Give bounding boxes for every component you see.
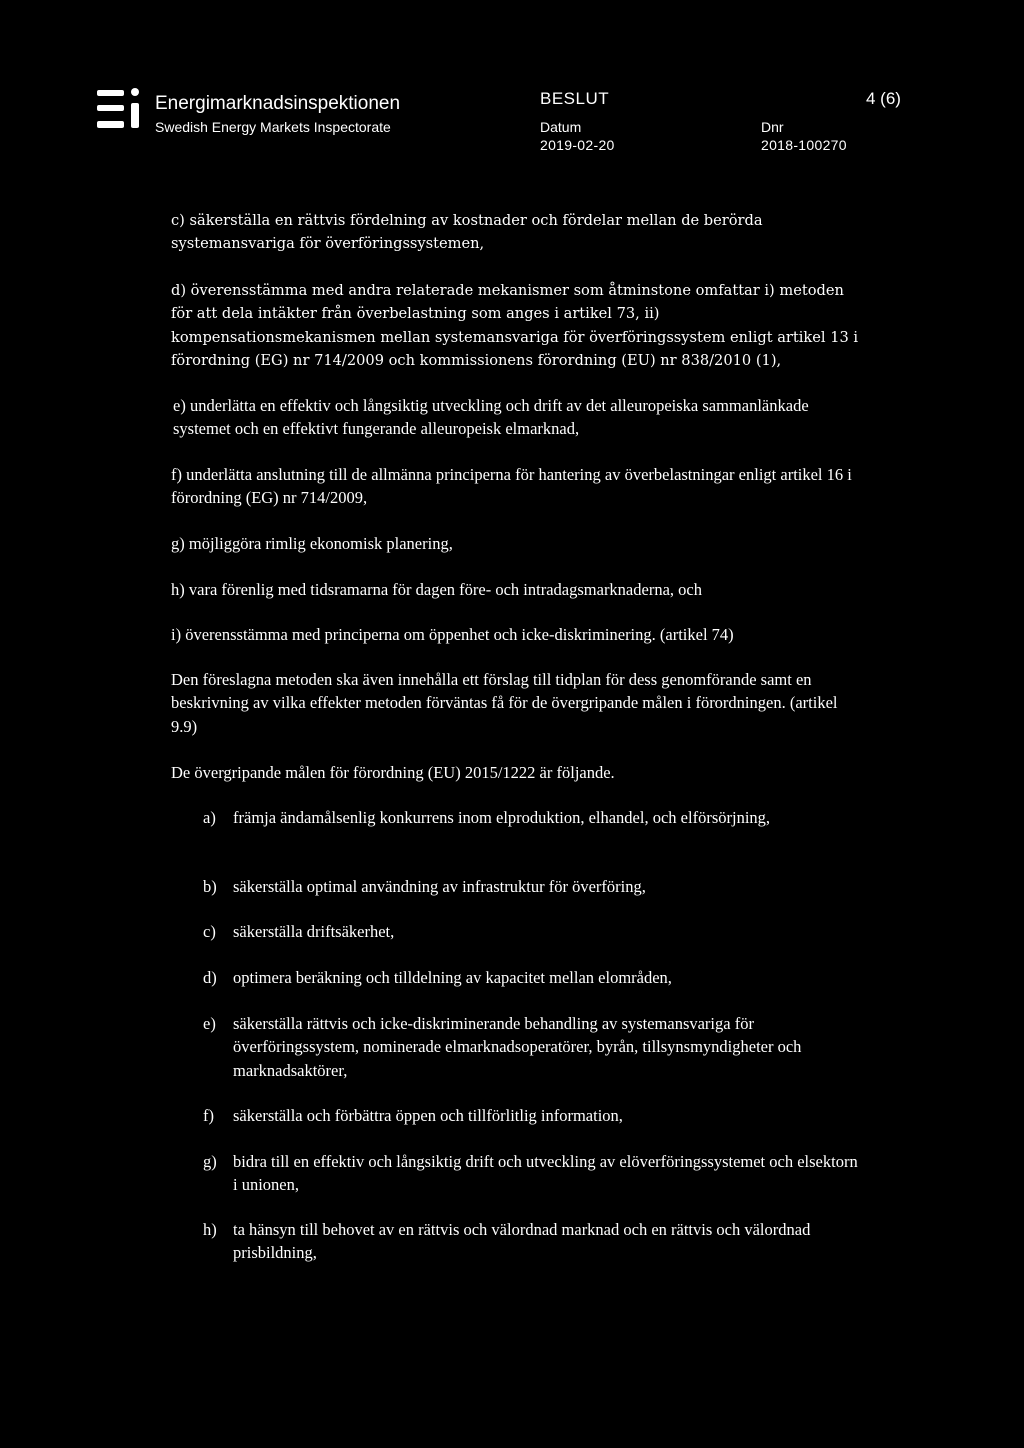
list-item-text: säkerställa och förbättra öppen och tillförlitlig information, (233, 1106, 623, 1125)
list-item-text: främja ändamålsenlig konkurrens inom elproduktion, elhandel, och elförsörjning, (233, 808, 771, 827)
list-item (203, 1012, 863, 1082)
logo-dot (131, 88, 139, 96)
dnr-value: 2018-100270 (761, 137, 847, 153)
list-item (203, 1104, 863, 1127)
list-item-text: optimera beräkning och tilldelning av kapacitet mellan elområden, (233, 968, 672, 987)
org-name: Energimarknadsinspektionen (155, 93, 401, 114)
list-item (203, 920, 863, 943)
paragraph-e: e) underlätta en effektiv och långsiktig utveckling och drift av det alleuropeiska sammanlänkade systemet och en effektivt fungerande alleuropeisk elmarknad, (173, 396, 809, 439)
paragraph-plan: Den föreslagna metoden ska även innehålla ett förslag till tidplan för dess genomförande samt en beskrivning av vilka effekter metoden förväntas få för de övergripande målen i förordningen. (artikel 9.9) (171, 670, 838, 736)
list-item-text: säkerställa optimal användning av infrastruktur för överföring, (233, 877, 646, 896)
list-marker: c) (203, 922, 216, 941)
logo-bar-top (97, 90, 124, 96)
paragraph-f: f) underlätta anslutning till de allmänna principerna för hantering av överbelastningar enligt artikel 16 i förordning (EG) nr 714/2009, (171, 465, 852, 508)
org-name-english: Swedish Energy Markets Inspectorate (155, 119, 391, 135)
list-marker: e) (203, 1014, 216, 1033)
list-item (203, 966, 863, 989)
logo-bar-middle (97, 105, 124, 111)
list-item (203, 875, 863, 898)
paragraph-d: d) överensstämma med andra relaterade mekanismer som åtminstone omfattar i) metoden för att dela intäkter från överbelastning som anges i artikel 73, ii) kompensationsmekanismen mellan systemansvariga för överföringssystem enligt artikel 13 i förordning (EG) nr 714/2009 och kommissionens förordning (EU) nr 838/2010 (1), (171, 282, 859, 369)
document-type: BESLUT (540, 89, 610, 108)
list-marker: a) (203, 808, 216, 827)
list-marker: h) (203, 1220, 217, 1239)
list-marker: b) (203, 877, 217, 896)
list-item-text: ta hänsyn till behovet av en rättvis och välordnad marknad och en rättvis och välordnad prisbildning, (233, 1220, 811, 1263)
paragraph-g: g) möjliggöra rimlig ekonomisk planering, (171, 534, 453, 553)
page-number: 4 (6) (866, 89, 901, 108)
org-block (155, 92, 400, 137)
list-item-text: säkerställa rättvis och icke-diskriminerande behandling av systemansvariga för överföringssystem, nominerade elmarknadsoperatörer, byrån, tillsynsmyndigheter och marknadsaktörer, (233, 1014, 802, 1080)
list-marker: f) (203, 1106, 214, 1125)
dnr-label: Dnr (761, 119, 784, 135)
list-marker: d) (203, 968, 217, 987)
paragraph-i: i) överensstämma med principerna om öppenhet och icke-diskriminering. (artikel 74) (171, 625, 734, 644)
date-value: 2019-02-20 (540, 137, 615, 153)
paragraph-c: c) säkerställa en rättvis fördelning av kostnader och fördelar mellan de berörda systemansvariga för överföringssystemen, (171, 212, 763, 253)
date-label: Datum (540, 119, 582, 135)
paragraph-goals-intro: De övergripande målen för förordning (EU) 2015/1222 är följande. (171, 763, 615, 782)
ei-logo-icon (97, 88, 141, 132)
list-item-text: bidra till en effektiv och långsiktig drift och utveckling av elöverföringssystemet och elsektorn i unionen, (233, 1152, 858, 1195)
list-marker: g) (203, 1152, 217, 1171)
logo-stem (131, 103, 139, 128)
list-item (203, 1218, 863, 1265)
logo-bar-bottom (97, 121, 124, 128)
list-item (203, 806, 863, 829)
paragraph-h: h) vara förenlig med tidsramarna för dagen före- och intradagsmarknaderna, och (171, 580, 702, 599)
list-item (203, 1150, 863, 1197)
list-item-text: säkerställa driftsäkerhet, (233, 922, 395, 941)
